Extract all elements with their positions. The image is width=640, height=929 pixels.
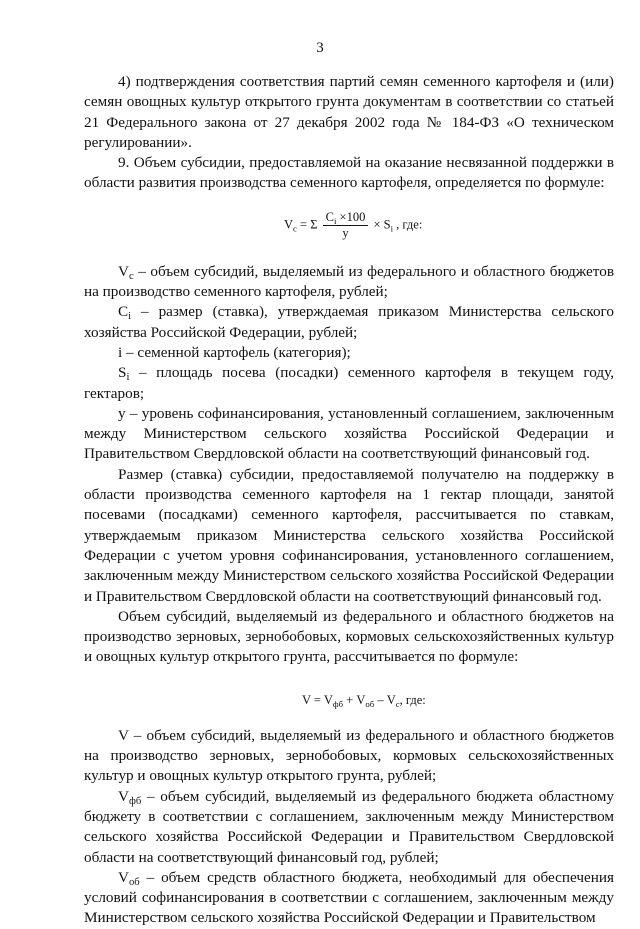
formula-subscript: i: [390, 223, 394, 234]
paragraph-item-4: 4) подтверждения соответствия партий семян семенного картофеля и (или) семян овощных культур открытого грунта документам в соответствии со статьей 21 Федерального закона от 27 декабря 2002 года № 184-ФЗ «О техническом регулировании».: [84, 73, 614, 151]
document-body: [84, 72, 614, 929]
definition-i: i – семенной картофель (категория);: [118, 343, 351, 361]
formula-fraction: [323, 210, 369, 241]
formula-vc: [84, 194, 614, 262]
formula-sum: = Σ: [296, 217, 318, 232]
page-number: 3: [316, 40, 324, 56]
paragraph-volume: Объем субсидий, выделяемый из федерального и областного бюджетов на производство зерновых, зернобобовых, кормовых сельскохозяйственных культур и овощных культур открытого грунта, рассчитывается по формуле:: [84, 607, 614, 666]
formula-term: + V: [343, 692, 366, 707]
formula-term: – V: [374, 692, 396, 707]
formula-term: V = V: [302, 692, 333, 707]
definition-vob: $V_{об}$ – объем средств областного бюджета, необходимый для обеспечения условий софинансирования в соответствии с соглашением, заключенным между Министерством сельского хозяйства Российской Федерации и Правительством: [84, 868, 614, 927]
definition-ci: $C_i$ – размер (ставка), утверждаемая приказом Министерства сельского хозяйства Российской Федерации, рублей;: [84, 303, 614, 341]
formula-tail: , где:: [399, 692, 426, 707]
formula-subscript: c: [293, 223, 297, 234]
formula-subscript: c: [395, 698, 400, 709]
fraction-numerator-rest: ×100: [336, 209, 366, 224]
definition-y: y – уровень софинансирования, установленный соглашением, заключенным между Министерством сельского хозяйства Российской Федерации и Правительством Свердловской области на соответствующий финансовый год.: [84, 404, 614, 463]
formula-subscript: i: [333, 215, 337, 226]
fraction-denominator: y: [342, 225, 349, 240]
definition-vfb: $V_{фб}$ – объем субсидий, выделяемый из федерального бюджета областному бюджету в соответствии с соглашением, заключенным между Министерством сельского хозяйства Российской Федерации и Правительством Свердловской области на соответствующий финансовый год, рублей;: [84, 787, 614, 866]
paragraph-item-9: 9. Объем субсидии, предоставляемой на оказание несвязанной поддержки в области развития производства семенного картофеля, определяется по формуле:: [84, 154, 614, 192]
formula-tail: , где:: [393, 217, 423, 232]
formula-symbol: V: [284, 217, 294, 232]
paragraph-rate: Размер (ставка) субсидии, предоставляемой получателю на поддержку в области производства семенного картофеля на 1 гектар площади, занятой посевами (посадками) семенного картофеля, рассчитывается по ставкам, утверждаемым приказом Министерства сельского хозяйства Российской Федерации с учетом уровня софинансирования, установленного соглашением, заключенным между Министерством сельского хозяйства Российской Федерации и Правительством Свердловской области на соответствующий финансовый год.: [84, 465, 614, 605]
fraction-numerator: C: [325, 209, 334, 224]
formula-subscript: об: [365, 698, 375, 709]
formula-multiplier: × S: [370, 217, 391, 232]
formula-v: [84, 668, 614, 726]
definition-si: $S_i$ – площадь посева (посадки) семенного картофеля в текущем году, гектаров;: [84, 364, 614, 402]
definition-v: V – объем субсидий, выделяемый из федерального и областного бюджетов на производство зерновых, зернобобовых, кормовых сельскохозяйственных культур и овощных культур открытого грунта, рублей;: [84, 726, 614, 785]
formula-subscript: фб: [332, 698, 344, 709]
definition-vc: $V_c$ – объем субсидий, выделяемый из федерального и областного бюджетов на производство семенного картофеля, рублей;: [84, 262, 614, 301]
